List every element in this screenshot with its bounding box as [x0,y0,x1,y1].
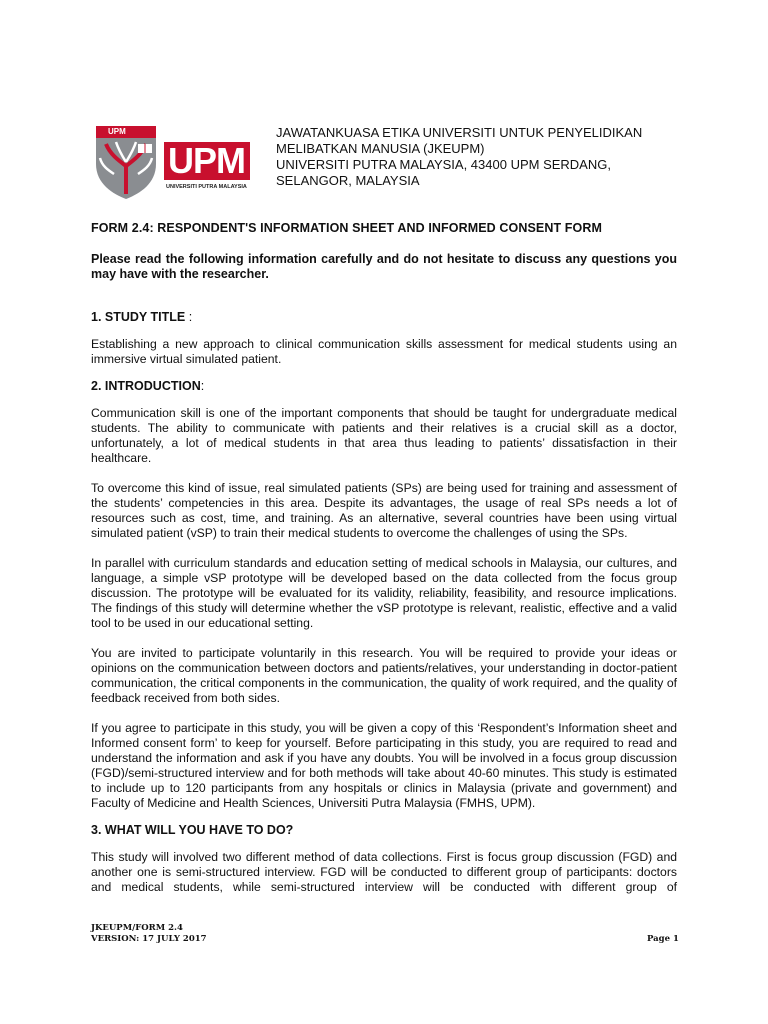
instruction-text: Please read the following information carefully and do not hesitate to discuss any questions you may have with the researcher. [91,252,677,281]
footer-version: VERSION: 17 JULY 2017 [91,934,207,944]
org-line: SELANGOR, MALAYSIA [276,173,420,188]
logo-caption: UNIVERSITI PUTRA MALAYSIA [166,184,247,190]
org-line: JAWATANKUASA ETIKA UNIVERSITI UNTUK PENYELIDIKAN [276,125,643,140]
org-line: UNIVERSITI PUTRA MALAYSIA, 43400 UPM SERDANG, [276,157,611,172]
heading-text: 1. STUDY TITLE [91,310,186,324]
paragraph: Communication skill is one of the important components that should be taught for undergraduate medical students. The ability to communicate with patients and their relatives is a crucial skill as a doctor, unfortunately, a lot of medical students in that area thus leading to patients’ dissatisfaction in their healthcare. [91,406,677,465]
logo-small-text: UPM [108,127,126,136]
footer-form-info [91,923,207,945]
organization-address [276,125,696,189]
footer-form-code: JKEUPM/FORM 2.4 [91,923,183,933]
upm-logo [94,124,254,200]
heading-colon: : [185,310,193,324]
section-heading-introduction [91,379,677,393]
logo-brand-text: UPM [168,140,245,181]
document-body [91,221,677,910]
heading-text: 2. INTRODUCTION [91,379,201,393]
paragraph: You are invited to participate voluntarily in this research. You will be required to provide your ideas or opinions on the communication between doctors and patients/relatives, your understanding in doctor-patient communication, the critical components in the communication, the quality of work required, and the quality of feedback received from both sides. [91,646,677,705]
paragraph: If you agree to participate in this study, you will be given a copy of this ‘Respondent’s Information sheet and Informed consent form’ to keep for yourself. Before participating in this study, you are required to read and understand the information and ask if you have any doubts. You will be involved in a focus group discussion (FGD)/semi-structured interview and for both methods will take about 40-60 minutes. This study is estimated to include up to 120 participants from any hospitals or clinics in Malaysia (private and government) and Faculty of Medicine and Health Sciences, Universiti Putra Malaysia (FMHS, UPM). [91,721,677,810]
page-number: Page 1 [647,934,679,944]
study-title-text: Establishing a new approach to clinical communication skills assessment for medical students using an immersive virtual simulated patient. [91,337,677,366]
form-title: FORM 2.4: RESPONDENT'S INFORMATION SHEET AND INFORMED CONSENT FORM [91,221,602,235]
paragraph: To overcome this kind of issue, real simulated patients (SPs) are being used for training and assessment of the students’ competencies in this area. Despite its advantages, the usage of real SPs needs a lot of resources such as cost, time, and training. As an alternative, several countries have been using virtual simulated patient (vSP) to train their medical students to overcome the challenges of using the SPs. [91,481,677,540]
paragraph: In parallel with curriculum standards and education setting of medical schools in Malaysia, our cultures, and language, a simple vSP prototype will be developed based on the data collected from the focus group discussion. The prototype will be evaluated for its validity, reliability, feasibility, and resource implications. The findings of this study will determine whether the vSP prototype is relevant, realistic, effective and a valid tool to be used in our educational setting. [91,556,677,630]
heading-colon: : [200,379,205,393]
section-heading-what-to-do: 3. WHAT WILL YOU HAVE TO DO? [91,823,294,837]
section-heading-study-title [91,310,677,324]
paragraph: This study will involved two different method of data collections. First is focus group discussion (FGD) and another one is semi-structured interview. FGD will be conducted to different group of participants: doctors and medical students, while semi-structured interview will be conducted with different group of [91,850,677,894]
org-line: MELIBATKAN MANUSIA (JKEUPM) [276,141,485,156]
